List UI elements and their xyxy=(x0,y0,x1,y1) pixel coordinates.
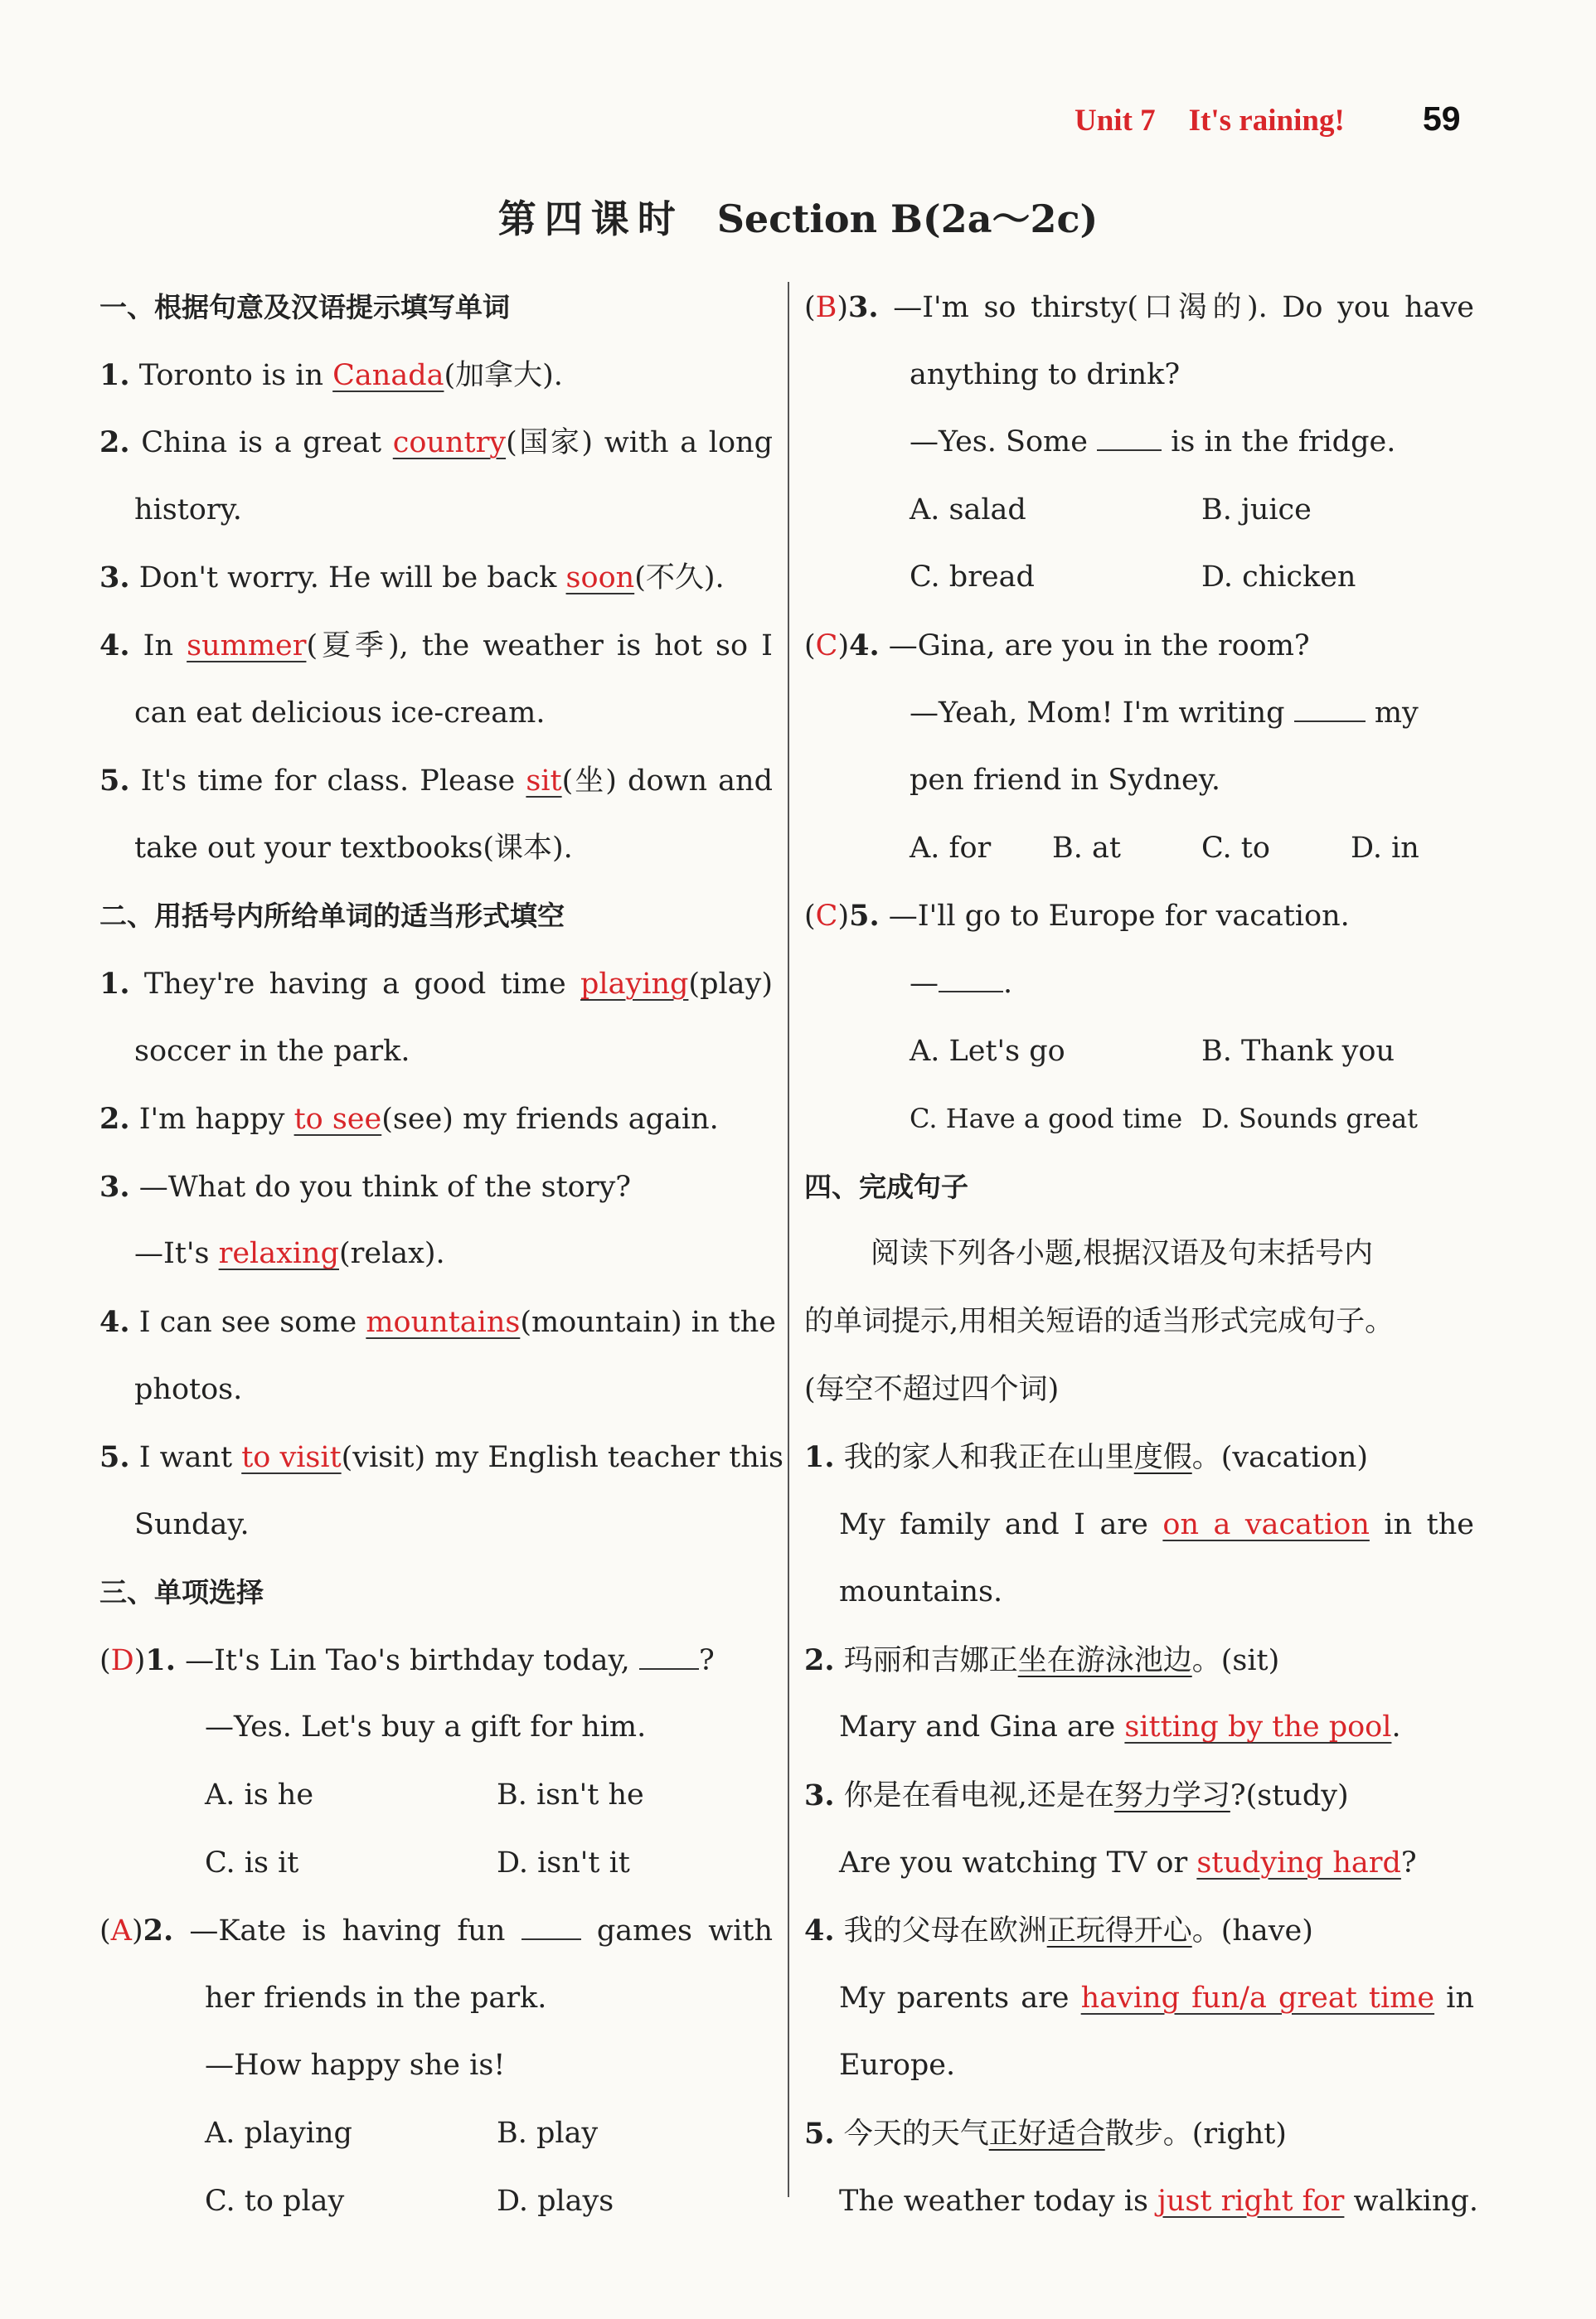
q-number: 4. xyxy=(804,1914,835,1948)
p1-q1 xyxy=(99,342,773,410)
right-column xyxy=(804,274,1479,2235)
hint: 散步。(right) xyxy=(1104,2118,1287,2152)
answer: having fun/a great time xyxy=(1080,1981,1435,2015)
q-text: in xyxy=(1434,1981,1474,2015)
answer: just right for xyxy=(1157,2184,1345,2218)
q-text: China is a great xyxy=(141,426,393,460)
option-a: A. salad xyxy=(910,492,1026,526)
option-b: B. at xyxy=(1052,831,1121,865)
blank xyxy=(1294,697,1366,722)
lesson-title-en: Section B(2a～2c) xyxy=(716,196,1099,241)
p1-q2 xyxy=(99,409,773,477)
p3-q5: (C)5. —I'll go to Europe for vacation. xyxy=(804,899,1350,934)
option-c: C. bread xyxy=(910,560,1035,594)
q-number: 3. xyxy=(99,1169,130,1204)
q-text: My parents are xyxy=(839,1981,1081,2015)
q-text: 我的家人和我正在山里 xyxy=(843,1441,1134,1475)
p2-q3 xyxy=(99,1153,773,1221)
p2-q1-cont: soccer in the park. xyxy=(134,1034,410,1068)
option-b: B. isn't he xyxy=(497,1778,644,1812)
p3-q4-line3: pen friend in Sydney. xyxy=(910,764,1220,798)
p3-q2-options-ab xyxy=(99,2100,773,2168)
q-text: Mary and Gina are xyxy=(839,1710,1125,1744)
p3-q1-line2: —Yes. Let's buy a gift for him. xyxy=(205,1710,647,1744)
p4-q1-cont: mountains. xyxy=(839,1575,1003,1609)
page-number: 59 xyxy=(1423,99,1461,138)
q-text: my xyxy=(1365,696,1419,730)
p4-q2-cn xyxy=(804,1627,1474,1695)
blank xyxy=(521,1915,581,1940)
p2-q5-cont: Sunday. xyxy=(134,1507,250,1541)
key-phrase: 正好适合 xyxy=(988,2118,1105,2152)
q-number: 2. xyxy=(99,1102,130,1137)
q-text: 我的父母在欧洲 xyxy=(843,1914,1047,1948)
option-c: C. to xyxy=(1201,831,1270,865)
blank xyxy=(1097,426,1162,451)
option-d: D. in xyxy=(1351,831,1419,865)
q-number: 4. xyxy=(849,628,880,662)
choice-answer: D xyxy=(110,1643,134,1677)
p4-q3-en xyxy=(804,1830,1474,1898)
q-text: It's time for class. Please xyxy=(140,764,526,798)
q-number: 5. xyxy=(804,2117,835,2152)
p1-q2-cont: history. xyxy=(134,492,242,526)
option-d: D. isn't it xyxy=(497,1846,630,1880)
p1-q3 xyxy=(99,544,773,612)
part1-heading: 一、根据句意及汉语提示填写单词 xyxy=(99,291,510,323)
q-text: 今天的天气 xyxy=(843,2118,989,2152)
hint: (mountain) in the xyxy=(520,1305,776,1339)
answer: summer xyxy=(187,628,307,662)
hint: (see) my friends again. xyxy=(381,1103,719,1137)
p1-q5 xyxy=(99,747,773,815)
q-number: 1. xyxy=(99,357,130,392)
p3-q5-line2 xyxy=(804,950,1474,1018)
answer: sit xyxy=(526,764,562,798)
answer: playing xyxy=(580,967,689,1001)
p1-q4 xyxy=(99,612,773,680)
p3-q3: (B)3. —I'm so thirsty(口渴的). Do you have xyxy=(804,290,1474,324)
option-a: A. for xyxy=(910,831,992,865)
answer: to see xyxy=(293,1103,382,1137)
key-phrase: 正玩得开心 xyxy=(1046,1914,1192,1948)
key-phrase: 努力学习 xyxy=(1113,1779,1230,1813)
answer: Canada xyxy=(332,358,444,392)
q-number: 1. xyxy=(804,1440,835,1475)
option-d: D. chicken xyxy=(1201,560,1356,594)
hint: 。(sit) xyxy=(1191,1643,1280,1677)
p1-q5-cont: take out your textbooks(课本). xyxy=(134,831,573,865)
p4-q5-en xyxy=(804,2168,1479,2236)
p3-q2-options-cd xyxy=(99,2168,773,2236)
p2-q1 xyxy=(99,950,773,1018)
part4-instruction-1: 阅读下列各小题,根据汉语及句末括号内 xyxy=(871,1237,1374,1271)
hint: 。(have) xyxy=(1191,1914,1313,1948)
hint: (夏季), the weather is hot so I xyxy=(306,628,773,662)
q-text: They're having a good time xyxy=(143,967,581,1001)
q-text: In xyxy=(143,628,187,662)
option-d: D. Sounds great xyxy=(1201,1103,1418,1135)
answer: relaxing xyxy=(218,1237,339,1271)
q-number: 5. xyxy=(99,764,130,798)
q-text: I can see some xyxy=(138,1305,366,1339)
q-number: 5. xyxy=(849,899,880,934)
part2-heading: 二、用括号内所给单词的适当形式填空 xyxy=(99,900,565,933)
q-text: —Yeah, Mom! I'm writing xyxy=(910,696,1294,730)
option-b: B. juice xyxy=(1201,492,1312,526)
p3-q1-options-cd xyxy=(99,1830,773,1898)
q-number: 2. xyxy=(143,1914,174,1948)
p2-q3-reply xyxy=(99,1220,773,1288)
hint: (坐) down and xyxy=(561,764,773,798)
option-a: A. playing xyxy=(205,2117,352,2151)
answer: studying hard xyxy=(1196,1846,1401,1880)
choice-answer: C xyxy=(815,900,838,934)
p3-q3-options-cd xyxy=(804,544,1474,612)
q-text: games with xyxy=(580,1914,773,1948)
hint: 。(vacation) xyxy=(1191,1441,1369,1475)
hint: (不久). xyxy=(634,561,725,595)
answer: on a vacation xyxy=(1162,1507,1370,1541)
key-phrase: 度假 xyxy=(1133,1441,1192,1475)
p3-q2: (A)2. —Kate is having fun games with xyxy=(99,1914,773,1948)
option-a: A. Let's go xyxy=(910,1034,1065,1068)
answer: country xyxy=(392,426,507,460)
q-text: . xyxy=(1003,966,1013,1000)
answer: mountains xyxy=(366,1305,521,1339)
option-c: C. to play xyxy=(205,2184,345,2218)
option-d: D. plays xyxy=(497,2184,614,2218)
q-text: walking. xyxy=(1344,2184,1479,2218)
hint: (visit) my English teacher this xyxy=(341,1441,783,1475)
q-text: —What do you think of the story? xyxy=(138,1170,632,1204)
p2-q2 xyxy=(99,1085,773,1153)
option-c: C. is it xyxy=(205,1846,299,1880)
p4-q5-cn xyxy=(804,2100,1474,2168)
lesson-title xyxy=(0,189,1596,244)
q-text: —I'll go to Europe for vacation. xyxy=(888,900,1350,934)
part4-instruction-2: 的单词提示,用相关短语的适当形式完成句子。 xyxy=(804,1304,1395,1338)
p4-q4-cn xyxy=(804,1897,1474,1965)
p3-q5-options-ab xyxy=(804,1018,1474,1086)
p3-q3-options-ab xyxy=(804,477,1474,545)
q-number: 1. xyxy=(99,966,130,1001)
q-text: ? xyxy=(698,1643,715,1677)
q-text: Are you watching TV or xyxy=(839,1846,1197,1880)
p3-q2-line3: —How happy she is! xyxy=(205,2049,506,2083)
q-number: 4. xyxy=(99,1304,130,1339)
hint: ?(study) xyxy=(1230,1779,1349,1813)
q-text: is in the fridge. xyxy=(1162,425,1396,459)
p4-q4-en xyxy=(804,1965,1474,2033)
hint: (relax). xyxy=(339,1237,445,1271)
q-text: Don't worry. He will be back xyxy=(138,561,566,595)
q-number: 3. xyxy=(848,290,879,324)
q-number: 4. xyxy=(99,628,130,662)
choice-answer: A xyxy=(110,1914,132,1948)
choice-answer: C xyxy=(815,628,838,662)
hint: (国家) with a long xyxy=(506,426,773,460)
p3-q4-options xyxy=(804,815,1474,883)
unit-topic: It's raining! xyxy=(1188,104,1345,138)
q-number: 2. xyxy=(804,1642,835,1677)
answer: sitting by the pool xyxy=(1124,1710,1392,1744)
choice-answer: B xyxy=(815,291,837,324)
running-header xyxy=(1075,103,1345,138)
q-text: My family and I are xyxy=(839,1507,1163,1541)
q-number: 3. xyxy=(99,560,130,595)
p3-q3-line3 xyxy=(804,409,1474,477)
q-text: 玛丽和吉娜正 xyxy=(843,1643,1018,1677)
option-b: B. Thank you xyxy=(1201,1034,1395,1068)
answer: to visit xyxy=(241,1441,342,1475)
q-text: —Yes. Some xyxy=(910,425,1098,459)
q-text: —Gina, are you in the room? xyxy=(888,628,1310,662)
hint: (加拿大). xyxy=(444,358,563,392)
p3-q4: (C)4. —Gina, are you in the room? xyxy=(804,628,1310,662)
p2-q4-cont: photos. xyxy=(134,1372,243,1406)
q-text: —It's Lin Tao's birthday today, xyxy=(185,1643,639,1677)
p4-q1-en xyxy=(804,1492,1474,1560)
q-text: ? xyxy=(1400,1846,1417,1880)
q-number: 1. xyxy=(145,1642,176,1677)
q-text: The weather today is xyxy=(839,2184,1158,2218)
p4-q4-cont: Europe. xyxy=(839,2049,956,2083)
q-text: 你是在看电视,还是在 xyxy=(843,1779,1114,1813)
q-text: —It's xyxy=(134,1237,219,1271)
p1-q4-cont: can eat delicious ice-cream. xyxy=(134,696,546,730)
q-text: in the xyxy=(1369,1507,1474,1541)
option-b: B. play xyxy=(497,2117,599,2151)
part4-instruction-3: (每空不超过四个词) xyxy=(804,1372,1060,1406)
blank xyxy=(939,968,1003,992)
q-number: 3. xyxy=(804,1778,835,1813)
answer: soon xyxy=(565,561,635,595)
left-column xyxy=(99,274,783,2235)
q-text: Toronto is in xyxy=(138,358,333,392)
q-text: —Kate is having fun xyxy=(189,1914,521,1948)
p3-q2-line2: her friends in the park. xyxy=(205,1981,547,2015)
p4-q3-cn xyxy=(804,1762,1474,1830)
q-text: . xyxy=(1391,1710,1401,1744)
blank xyxy=(639,1645,699,1670)
p2-q5 xyxy=(99,1424,783,1492)
q-text: I'm happy xyxy=(138,1103,294,1137)
hint: (play) xyxy=(688,967,773,1001)
p4-q1-cn xyxy=(804,1424,1474,1492)
p4-q2-en xyxy=(804,1694,1474,1762)
option-a: A. is he xyxy=(205,1778,314,1812)
q-number: 2. xyxy=(99,425,130,460)
lesson-title-cn: 第四课时 xyxy=(497,196,684,241)
p3-q1: (D)1. —It's Lin Tao's birthday today, ? xyxy=(99,1642,715,1677)
column-divider xyxy=(788,282,789,2197)
part3-heading: 三、单项选择 xyxy=(99,1576,264,1609)
part4-heading: 四、完成句子 xyxy=(804,1170,968,1203)
p2-q4 xyxy=(99,1288,776,1356)
p3-q5-options-cd xyxy=(804,1085,1474,1153)
p3-q3-line2: anything to drink? xyxy=(910,357,1181,391)
key-phrase: 坐在游泳池边 xyxy=(1017,1643,1192,1677)
p3-q4-line2 xyxy=(804,680,1474,748)
q-number: 5. xyxy=(99,1440,130,1475)
option-c: C. Have a good time xyxy=(910,1103,1183,1135)
q-text: —I'm so thirsty(口渴的). Do you have xyxy=(893,291,1474,324)
unit-label: Unit 7 xyxy=(1075,104,1156,138)
q-text: — xyxy=(910,966,939,1000)
q-text: I want xyxy=(138,1441,242,1475)
p3-q1-options-ab xyxy=(99,1762,773,1830)
